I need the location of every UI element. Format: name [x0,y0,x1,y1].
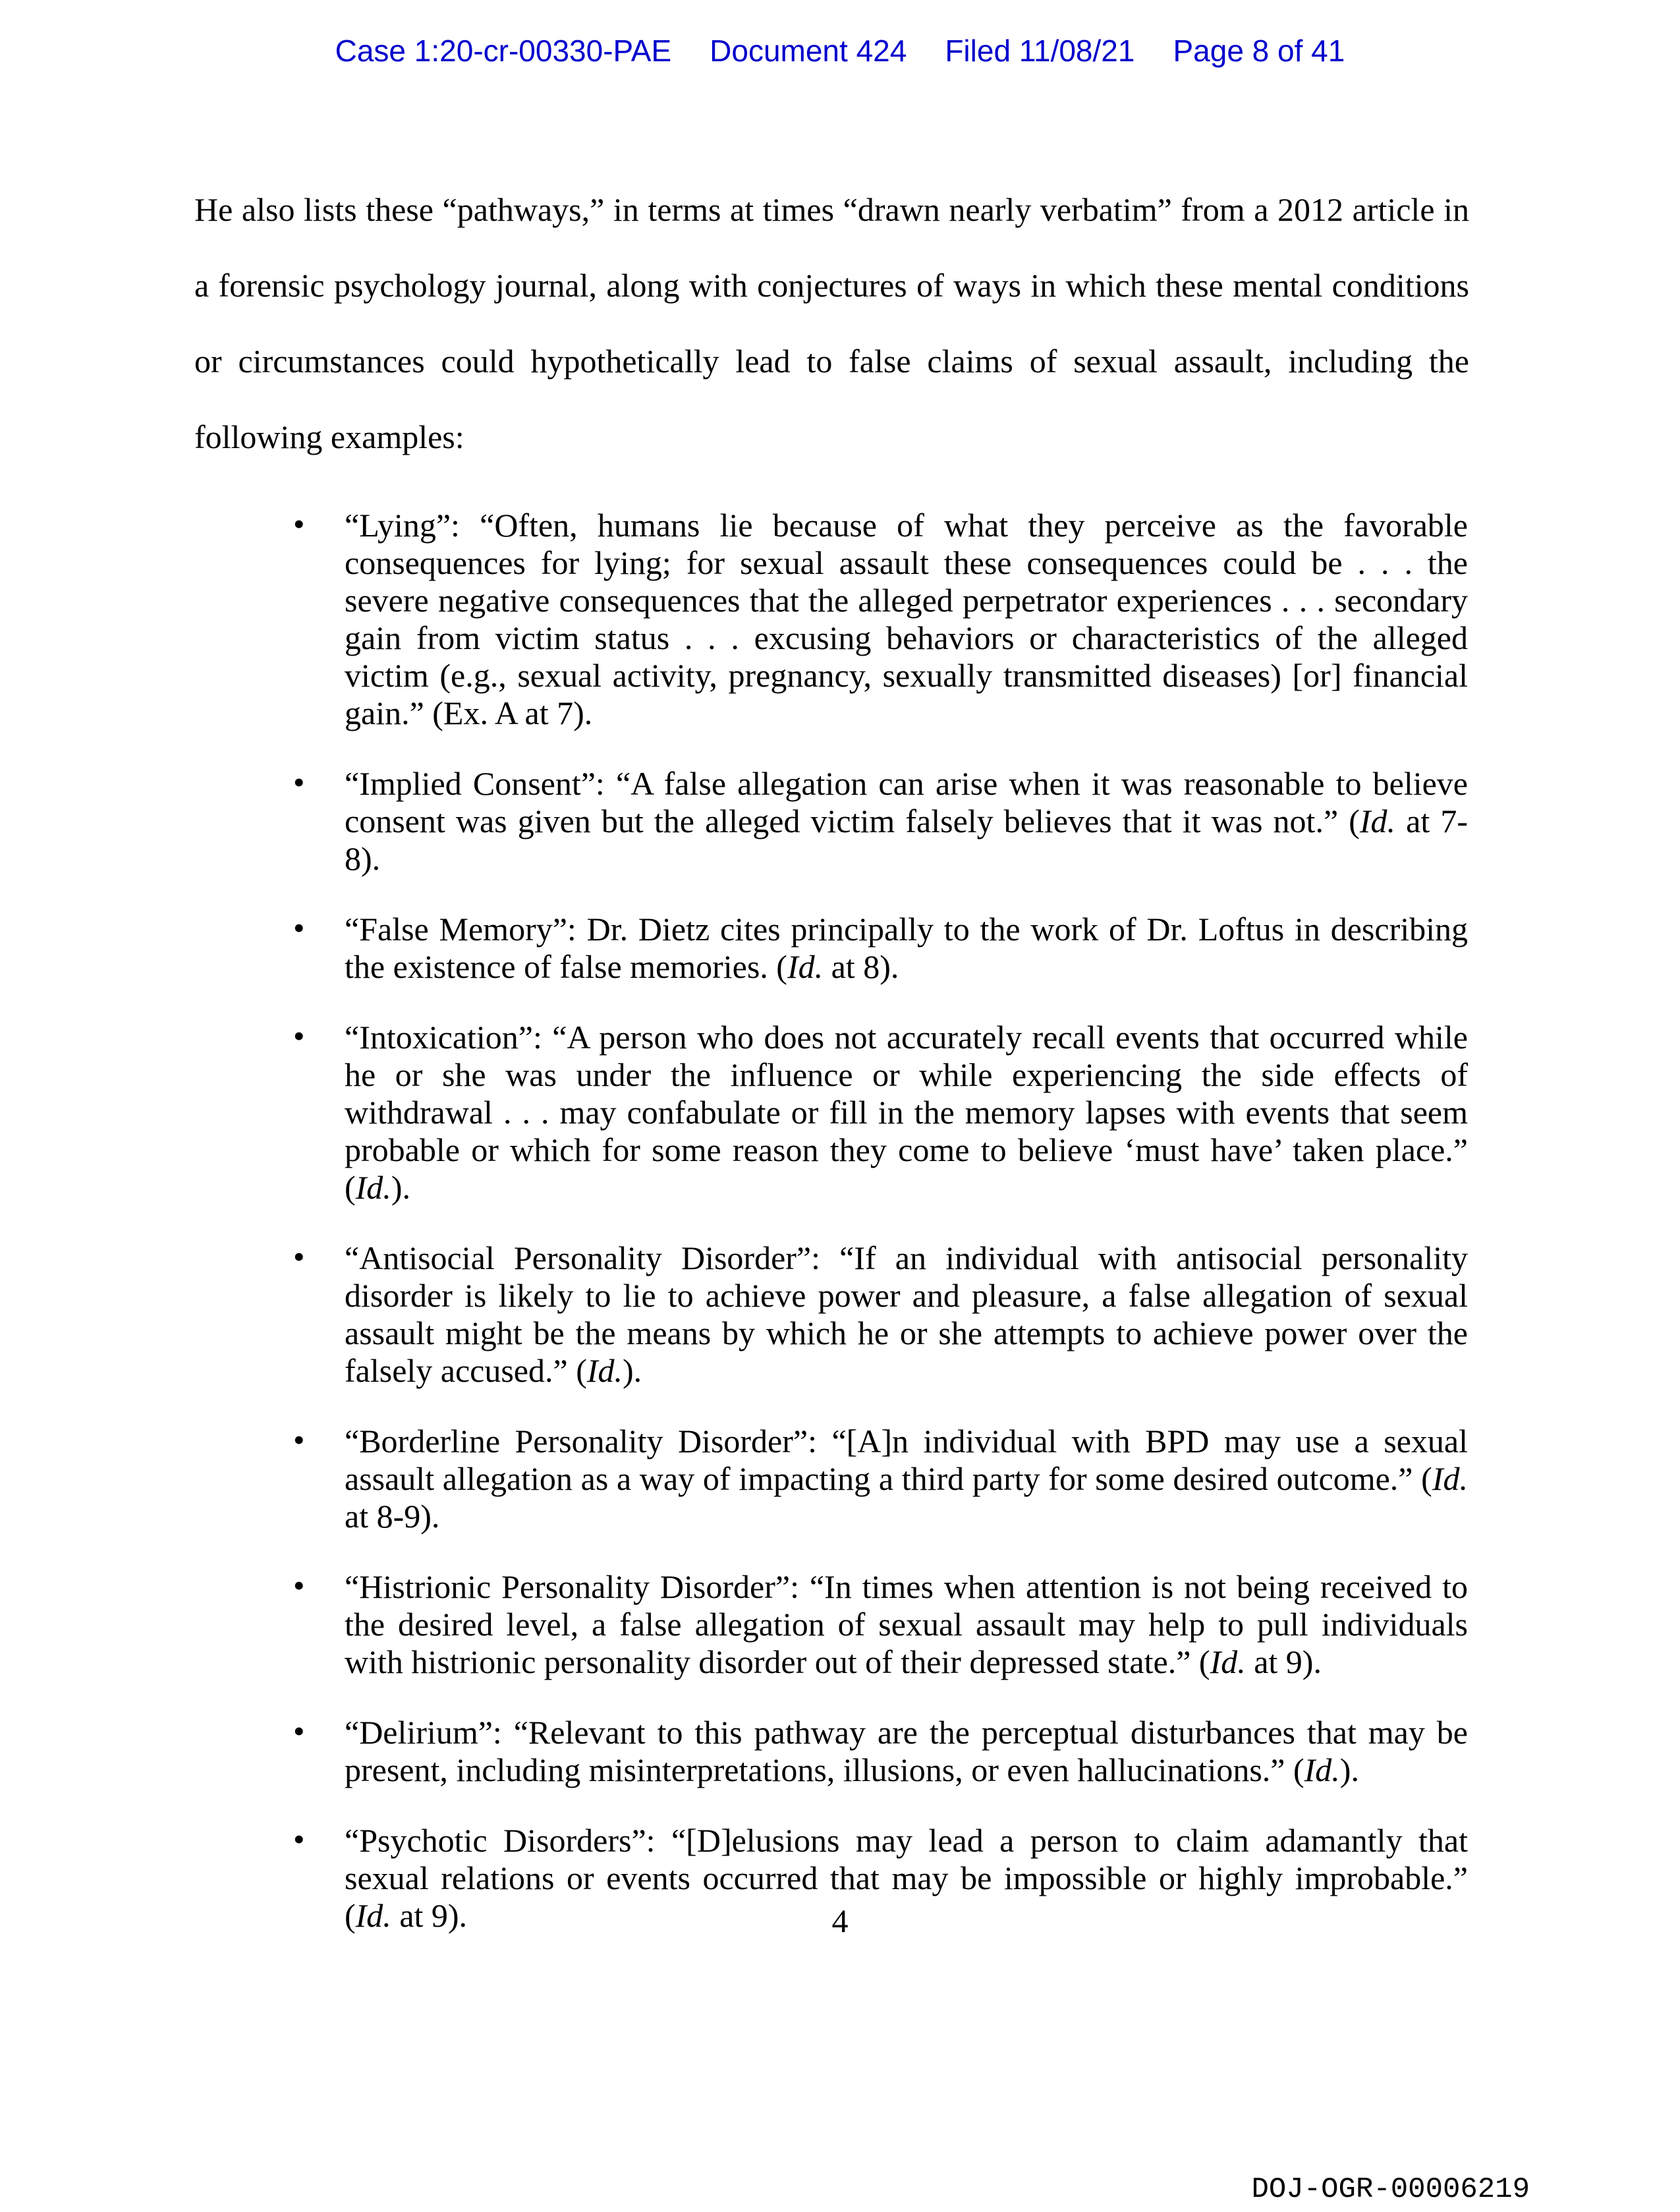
list-item [293,764,1468,878]
intro-paragraph: He also lists these “pathways,” in terms at times “drawn nearly verbatim” from a 2012 article in a forensic psychology journal, along with conjectures of ways in which these mental conditions or circumstances could hypothetically lead to false claims of sexual assault, including the following examples: [194,191,1469,455]
list-item [293,1713,1468,1789]
document-body [194,172,1469,1968]
bullet-icon: • [293,1421,305,1458]
bullet-text-segment: “Histrionic Personality Disorder”: “In times when attention is not being received to the desired level, a false allegation of sexual assault may help to pull individuals with histrionic personality disorder out of their depressed state.” ( [345,1568,1468,1680]
bullet-text-segment: “Intoxication”: “A person who does not accurately recall events that occurred while he or she was under the influence or while experiencing the side effects of withdrawal . . . may confabulate or fill in the memory lapses with events that seem probable or which for some reason they come to believe ‘must have’ taken place.” ( [345,1019,1468,1206]
document-number-text: Document 424 [710,34,907,68]
bullet-text [345,1019,1468,1206]
citation-italic: Id. [355,1897,391,1934]
bullet-text [345,911,1468,985]
citation-italic: Id. [1304,1751,1340,1788]
filed-date-text: Filed 11/08/21 [945,34,1135,68]
case-number-text: Case 1:20-cr-00330-PAE [335,34,672,68]
bullet-icon: • [293,505,305,542]
page-number: 4 [831,1902,849,1939]
bullet-text-segment: “Implied Consent”: “A false allegation can arise when it was reasonable to believe consent was given but the alleged victim falsely believes that it was not.” ( [345,765,1468,839]
bullet-icon: • [293,1567,305,1604]
court-filing-stamp [0,34,1680,68]
citation-italic: Id. [1359,803,1396,839]
bullet-icon: • [293,1713,305,1749]
citation-italic: Id. [787,948,824,985]
bullet-text [345,507,1468,731]
page-count-text: Page 8 of 41 [1173,34,1345,68]
bullet-text-segment: “Borderline Personality Disorder”: “[A]n individual with BPD may use a sexual assault allegation as a way of impacting a third party for some desired outcome.” ( [345,1423,1468,1497]
bates-number: DOJ-OGR-00006219 [1251,2173,1530,2206]
bullet-text-segment: “Psychotic Disorders”: “[D]elusions may lead a person to claim adamantly that sexual relations or events occurred that may be impossible or highly improbable.” ( [345,1822,1468,1934]
bullet-text-segment: at 9). [1245,1643,1322,1680]
bullet-text-segment: at 7-8). [345,803,1468,877]
list-item [293,909,1468,986]
bullet-icon: • [293,764,305,801]
bullet-icon: • [293,909,305,946]
bullet-text-segment: at 8-9). [345,1498,440,1535]
bullet-text-segment: “Delirium”: “Relevant to this pathway are the perceptual disturbances that may be present, including misinterpretations, illusions, or even hallucinations.” ( [345,1714,1468,1788]
bullet-text-segment: ). [623,1352,642,1389]
citation-italic: Id. [1432,1460,1468,1497]
bullet-icon: • [293,1238,305,1275]
list-item [293,1017,1468,1206]
list-item [293,1421,1468,1535]
bullet-text [345,1239,1468,1389]
bullet-text-segment: ). [391,1169,410,1206]
bullet-text-segment: “Antisocial Personality Disorder”: “If an individual with antisocial personality disorder is likely to lie to achieve power and pleasure, a false allegation of sexual assault might be the means by which he or she attempts to achieve power over the falsely accused.” ( [345,1239,1468,1389]
bullet-text-segment: at 8). [823,948,899,985]
citation-italic: Id. [586,1352,623,1389]
bullet-text-segment: ). [1339,1751,1359,1788]
bullet-text-segment: “False Memory”: Dr. Dietz cites principally to the work of Dr. Loftus in describing the existence of false memories. ( [345,911,1468,985]
citation-italic: Id. [355,1169,391,1206]
bullet-text-segment: “Lying”: “Often, humans lie because of what they perceive as the favorable consequences for lying; for sexual assault these consequences could be . . . the severe negative consequences that the alleged perpetrator experiences . . . secondary gain from victim status . . . excusing behaviors or characteristics of the alleged victim (e.g., sexual activity, pregnancy, sexually transmitted diseases) [or] financial gain.” (Ex. A at 7). [345,507,1468,731]
bullet-text [345,1714,1468,1788]
bullet-list [293,505,1468,1935]
bullet-text [345,1423,1468,1535]
bullet-text-segment: at 9). [391,1897,468,1934]
bullet-icon: • [293,1821,305,1858]
list-item [293,1238,1468,1390]
list-item [293,1567,1468,1681]
bullet-icon: • [293,1017,305,1054]
bullet-text [345,1568,1468,1680]
citation-italic: Id. [1210,1643,1246,1680]
bullet-text [345,765,1468,877]
list-item [293,505,1468,732]
